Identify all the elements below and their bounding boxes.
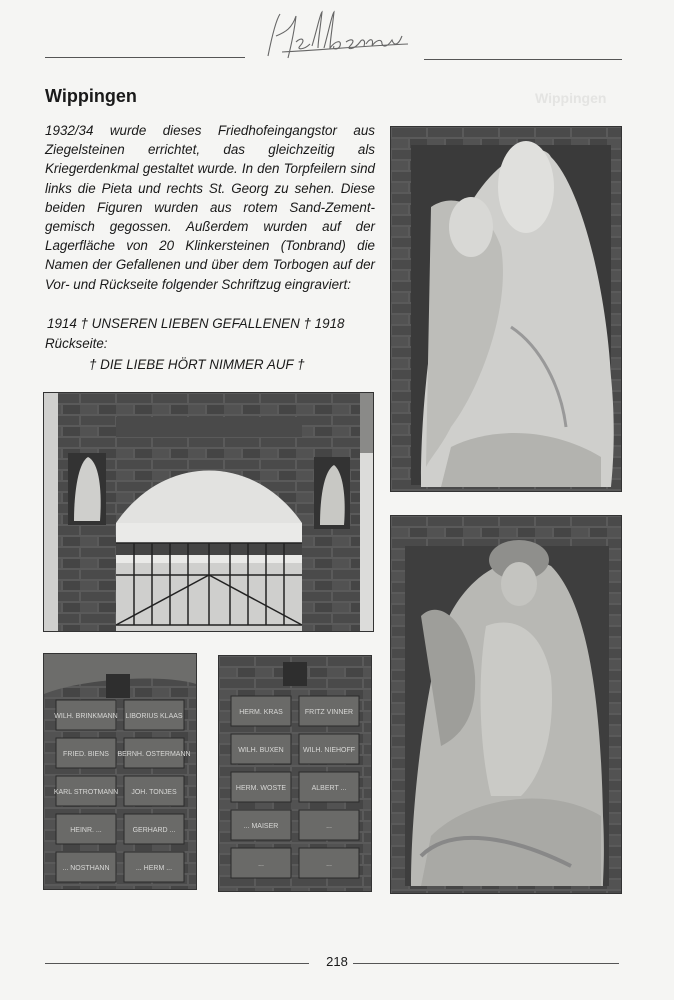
engraved-name: ... MAISER	[243, 823, 279, 830]
back-label: Rückseite:	[45, 336, 108, 351]
names-plaque-right-photo	[218, 655, 372, 892]
pieta-photo	[390, 126, 622, 492]
engraved-name: FRITZ VINNER	[304, 709, 354, 716]
engraved-name: HERM. KRAS	[239, 709, 283, 716]
inscription-front: 1914 † UNSEREN LIEBEN GEFALLENEN † 1918	[47, 316, 345, 331]
engraved-name: ALBERT ...	[311, 785, 347, 792]
inscription-back: † DIE LIEBE HÖRT NIMMER AUF †	[89, 357, 305, 372]
engraved-name: WILH. BUXEN	[238, 747, 284, 754]
engraved-name: FRIED. BIENS	[63, 751, 109, 758]
engraved-name: WILH. BRINKMANN	[54, 713, 118, 720]
engraved-name: KARL STROTMANN	[53, 789, 119, 796]
engraved-name: ...	[326, 861, 332, 868]
section-title: Wippingen	[45, 86, 137, 106]
engraved-name: ...	[326, 823, 332, 830]
engraved-name: ...	[258, 861, 264, 868]
names-plaque-left-photo	[43, 653, 197, 890]
description-paragraph: 1932/34 wurde dieses Friedhofeingangstor aus Ziegelsteinen errichtet, das gleichzeitig als Kriegerdenkmal gestaltet wurde. In den Torpfeilern sind links die Pieta und rechts St. Georg zu sehen. Diese beiden Figuren wurden aus rotem Sand-Zement-gemisch gegossen. Außerdem wurden auf der Lagerfläche von 20 Klinkersteinen (Tonbrand) die Namen der Gefallenen und über dem Torbogen auf der Vor- und Rückseite folgender Schriftzug eingraviert:	[45, 123, 375, 292]
engraved-name: HERM. WOSTE	[235, 785, 287, 792]
engraved-name: LIBORIUS KLAAS	[125, 713, 183, 720]
engraved-name: ... NOSTHANN	[62, 865, 110, 872]
engraved-name: BERNH. OSTERMANN	[117, 751, 191, 758]
cemetery-gate-photo	[43, 392, 374, 632]
header-rule-left	[45, 57, 245, 58]
engraved-name: HEINR. ...	[70, 827, 102, 834]
engraved-name: JOH. TONJES	[131, 789, 177, 796]
page-number: 218	[326, 954, 348, 969]
signature-logo	[262, 6, 412, 62]
st-georg-photo	[390, 515, 622, 894]
faded-title: Wippingen	[535, 90, 607, 106]
header-rule-right	[424, 59, 622, 60]
engraved-name: ... HERM ...	[135, 865, 173, 872]
engraved-name: GERHARD ...	[132, 827, 176, 834]
engraved-name: WILH. NIEHOFF	[302, 747, 356, 754]
